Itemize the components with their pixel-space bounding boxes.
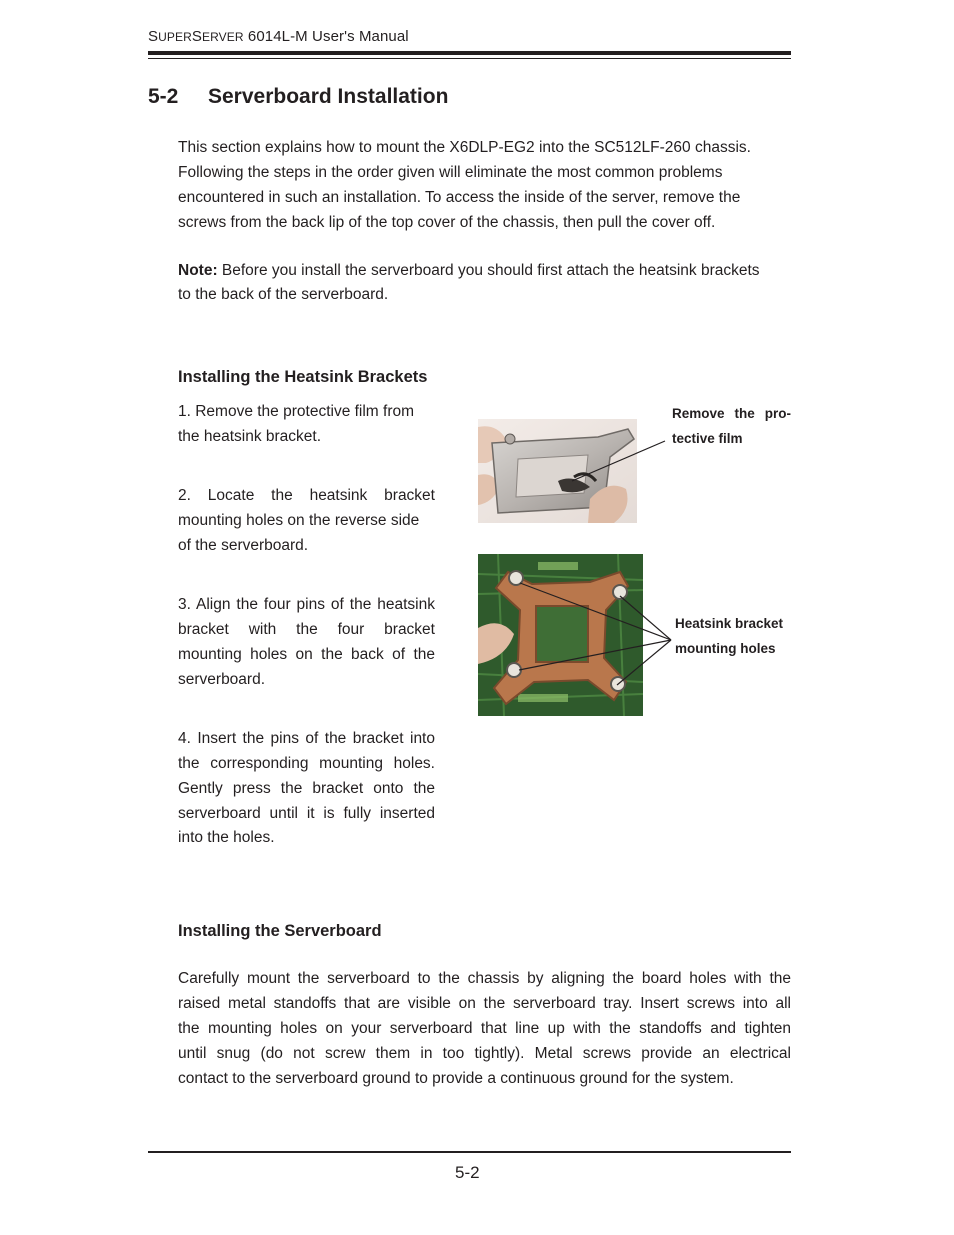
step-3-line-3: mounting holes on the back of the [178,646,435,663]
photo-heatsink-bracket [478,554,643,716]
note-label: Note: [178,262,218,279]
callout-holes-line-1: Heatsink bracket [675,616,784,631]
step-3-line-2: bracket with the four bracket [178,621,435,638]
page-number: 5-2 [455,1163,480,1182]
serverboard-line-3: the mounting holes on your serverboard that line up with the standoffs and tighten [178,1020,791,1037]
step-4-line-3: Gently press the bracket onto the [178,780,435,797]
header-rule-thick [148,51,791,55]
serverboard-subhead: Installing the Serverboard [178,922,382,940]
photo-protective-film-drawing [478,419,637,523]
step-2-line-1: 2. Locate the heatsink bracket [178,487,435,504]
header-smallcaps-uper: UPER [158,30,192,44]
running-header [148,28,409,45]
serverboard-line-2: raised metal standoffs that are visible on the serverboard tray. Insert screws into all [178,995,791,1012]
serverboard-line-1: Carefully mount the serverboard to the chassis by aligning the board holes with the [178,970,791,987]
section-number: 5-2 [148,85,179,108]
photo-protective-film [478,419,637,523]
step-4-line-1: 4. Insert the pins of the bracket into [178,730,435,747]
heatsink-subhead: Installing the Heatsink Brackets [178,368,428,386]
step-3-line-1: 3. Align the four pins of the heatsink [178,596,435,613]
header-smallcaps-erver: ERVER [201,30,244,44]
serverboard-line-5: contact to the serverboard ground to provide a continuous ground for the system. [178,1070,734,1087]
note-line-1 [178,258,791,283]
header-rest: 6014L-M User's Manual [243,28,409,45]
intro-line-4: screws from the back lip of the top cover of the chassis, then pull the cover off. [178,214,716,231]
step-4-line-2: the corresponding mounting holes. [178,755,435,772]
intro-line-3: encountered in such an installation. To access the inside of the server, remove the [178,189,741,206]
serverboard-line-4: until snug (do not screw them in too tightly). Metal screws provide an electrical [178,1045,791,1062]
header-rule-thin [148,58,791,59]
intro-line-2: Following the steps in the order given will eliminate the most common problems [178,164,723,181]
step-4-line-4: serverboard until it is fully inserted [178,805,435,822]
photo-heatsink-bracket-drawing [478,554,643,716]
section-title [148,85,448,109]
note-line-2: to the back of the serverboard. [178,286,389,303]
intro-line-1: This section explains how to mount the X6DLP-EG2 into the SC512LF-260 chassis. [178,139,751,156]
header-cap-s2: S [191,28,202,45]
note-text-1: Before you install the serverboard you should first attach the heatsink brackets [217,262,760,279]
callout-film-line-1: Remove the pro- [672,406,791,421]
step-1-line-1: 1. Remove the protective film from [178,403,415,420]
step-1-line-2: the heatsink bracket. [178,428,322,445]
section-title-text: Serverboard Installation [208,85,449,108]
callout-film-line-2: tective film [672,431,743,446]
step-2-line-3: of the serverboard. [178,537,309,554]
step-4-line-5: into the holes. [178,829,275,846]
callout-holes-line-2: mounting holes [675,641,776,656]
step-2-line-2: mounting holes on the reverse side [178,512,420,529]
header-cap-s1: S [148,28,159,45]
footer-rule [148,1151,791,1153]
step-3-line-4: serverboard. [178,671,266,688]
